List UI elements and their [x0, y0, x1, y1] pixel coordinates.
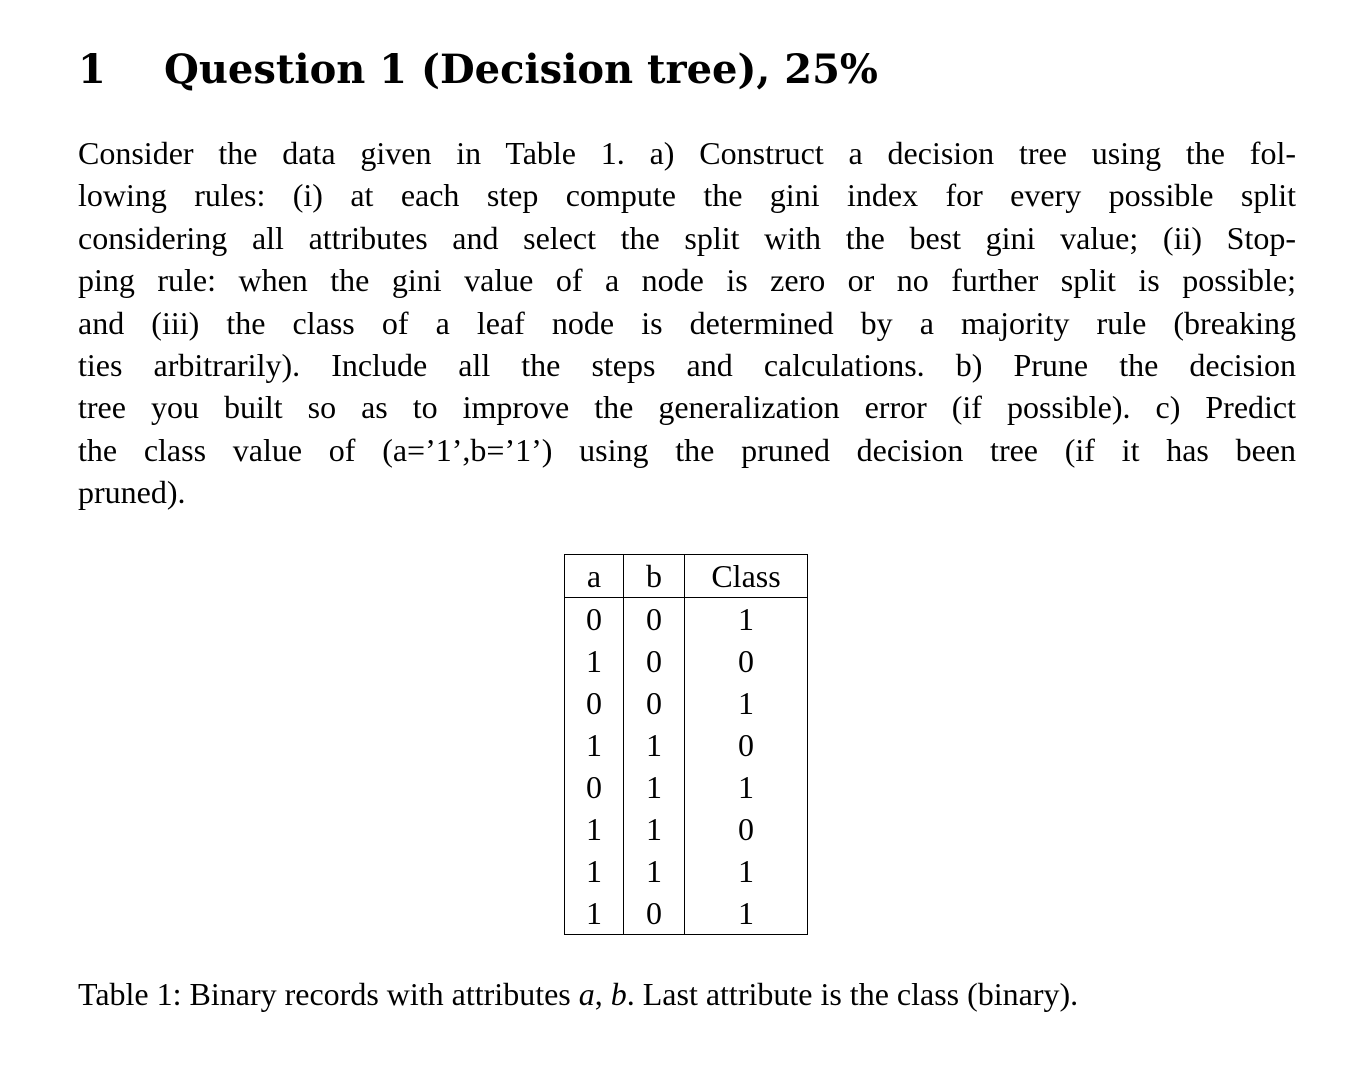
- cell-class: 0: [685, 724, 808, 766]
- caption-separator: ,: [594, 976, 611, 1012]
- table-caption: [78, 972, 1078, 1016]
- table-row: [565, 766, 808, 808]
- section-heading: [78, 38, 878, 102]
- paragraph-line: and (iii) the class of a leaf node is determined by a majority rule (breaking: [78, 304, 1296, 341]
- cell-class: 1: [685, 850, 808, 892]
- cell-b: 0: [624, 892, 685, 935]
- paragraph-line: lowing rules: (i) at each step compute the gini index for every possible split: [78, 177, 1296, 214]
- paragraph-line: considering all attributes and select the split with the best gini value; (ii) Stop-: [78, 219, 1296, 256]
- paragraph-line: the class value of (a=’1’,b=’1’) using the pruned decision tree (if it has been: [78, 431, 1296, 468]
- cell-class: 1: [685, 598, 808, 641]
- table-row: [565, 892, 808, 935]
- data-table: [564, 554, 808, 935]
- cell-class: 1: [685, 892, 808, 935]
- table-row: [565, 808, 808, 850]
- cell-a: 0: [565, 598, 624, 641]
- paragraph-line: ties arbitrarily). Include all the steps and calculations. b) Prune the decision: [78, 346, 1296, 383]
- section-title: Question 1 (Decision tree), 25%: [164, 46, 878, 93]
- cell-a: 1: [565, 850, 624, 892]
- cell-b: 1: [624, 724, 685, 766]
- cell-b: 0: [624, 598, 685, 641]
- paragraph-line: ping rule: when the gini value of a node is zero or no further split is possible;: [78, 262, 1296, 299]
- table-row: [565, 640, 808, 682]
- header-b: b: [624, 555, 685, 598]
- cell-a: 1: [565, 808, 624, 850]
- cell-b: 1: [624, 808, 685, 850]
- table-row: [565, 682, 808, 724]
- cell-a: 1: [565, 640, 624, 682]
- cell-class: 0: [685, 808, 808, 850]
- cell-class: 1: [685, 682, 808, 724]
- cell-b: 0: [624, 640, 685, 682]
- cell-a: 1: [565, 724, 624, 766]
- question-paragraph: [78, 132, 1296, 514]
- cell-class: 0: [685, 640, 808, 682]
- caption-attr-b: b: [610, 976, 627, 1012]
- header-a: a: [565, 555, 624, 598]
- paragraph-line: tree you built so as to improve the generalization error (if possible). c) Predict: [78, 389, 1296, 426]
- caption-attr-a: a: [578, 976, 595, 1012]
- paragraph-line: pruned).: [78, 474, 186, 511]
- caption-suffix: . Last attribute is the class (binary).: [626, 976, 1079, 1012]
- cell-b: 1: [624, 850, 685, 892]
- cell-b: 0: [624, 682, 685, 724]
- table-header-row: [565, 555, 808, 598]
- section-number: 1: [78, 46, 106, 93]
- cell-class: 1: [685, 766, 808, 808]
- table-row: [565, 598, 808, 641]
- cell-b: 1: [624, 766, 685, 808]
- table-row: [565, 724, 808, 766]
- cell-a: 0: [565, 766, 624, 808]
- header-class: Class: [685, 555, 808, 598]
- table-row: [565, 850, 808, 892]
- caption-prefix: Table 1: Binary records with attributes: [78, 976, 579, 1012]
- paragraph-line: Consider the data given in Table 1. a) Construct a decision tree using the fol-: [78, 135, 1296, 171]
- cell-a: 1: [565, 892, 624, 935]
- cell-a: 0: [565, 682, 624, 724]
